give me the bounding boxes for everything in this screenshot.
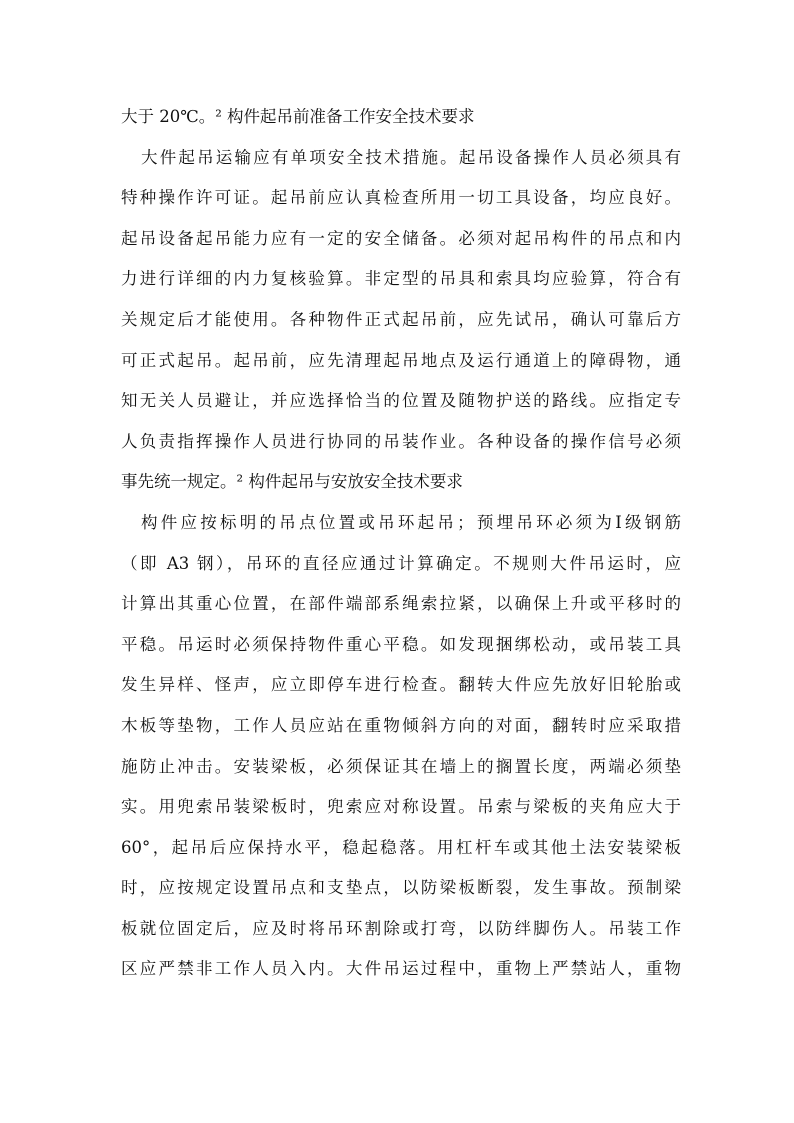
- text-line: 板就位固定后，应及时将吊环割除或打弯，以防绊脚伤人。吊装工作: [121, 918, 681, 938]
- text-line: 大件起吊运输应有单项安全技术措施。起吊设备操作人员必须具有: [141, 147, 681, 167]
- text-line: 特种操作许可证。起吊前应认真检查所用一切工具设备，均应良好。: [121, 188, 681, 208]
- text-line: 时，应按规定设置吊点和支垫点，以防梁板断裂，发生事故。预制梁: [121, 878, 681, 898]
- text-line: 可正式起吊。起吊前，应先清理起吊地点及运行通道上的障碍物，通: [121, 350, 681, 370]
- text-line: 力进行详细的内力复核验算。非定型的吊具和索具均应验算，符合有: [121, 269, 681, 289]
- text-line-heading: 大于 20℃。² 构件起吊前准备工作安全技术要求: [121, 107, 475, 126]
- text-line: 施防止冲击。安装梁板，必须保证其在墙上的搁置长度，两端必须垫: [121, 756, 681, 776]
- text-line: 木板等垫物，工作人员应站在重物倾斜方向的对面，翻转时应采取措: [121, 715, 681, 735]
- text-line: 发生异样、怪声，应立即停车进行检查。翻转大件应先放好旧轮胎或: [121, 675, 681, 695]
- text-line: 起吊设备起吊能力应有一定的安全储备。必须对起吊构件的吊点和内: [121, 228, 681, 248]
- text-line: （即 A3 钢），吊环的直径应通过计算确定。不规则大件吊运时，应: [121, 553, 681, 573]
- text-line: 构件应按标明的吊点位置或吊环起吊；预埋吊环必须为Ⅰ级钢筋: [141, 512, 681, 532]
- text-line: 关规定后才能使用。各种物件正式起吊前，应先试吊，确认可靠后方: [121, 309, 681, 329]
- text-line: 计算出其重心位置，在部件端部系绳索拉紧，以确保上升或平移时的: [121, 594, 681, 614]
- text-line: 区应严禁非工作人员入内。大件吊运过程中，重物上严禁站人，重物: [121, 959, 681, 979]
- text-line: 知无关人员避让，并应选择恰当的位置及随物护送的路线。应指定专: [121, 391, 681, 411]
- text-line: 平稳。吊运时必须保持物件重心平稳。如发现捆绑松动，或吊装工具: [121, 634, 681, 654]
- text-line-heading: 事先统一规定。² 构件起吊与安放安全技术要求: [121, 472, 463, 492]
- text-line: 60°，起吊后应保持水平，稳起稳落。用杠杆车或其他土法安装梁板: [121, 837, 681, 857]
- text-line: 人负责指挥操作人员进行协同的吊装作业。各种设备的操作信号必须: [121, 431, 681, 451]
- text-line: 实。用兜索吊装梁板时，兜索应对称设置。吊索与梁板的夹角应大于: [121, 797, 681, 817]
- body-text: [121, 97, 681, 990]
